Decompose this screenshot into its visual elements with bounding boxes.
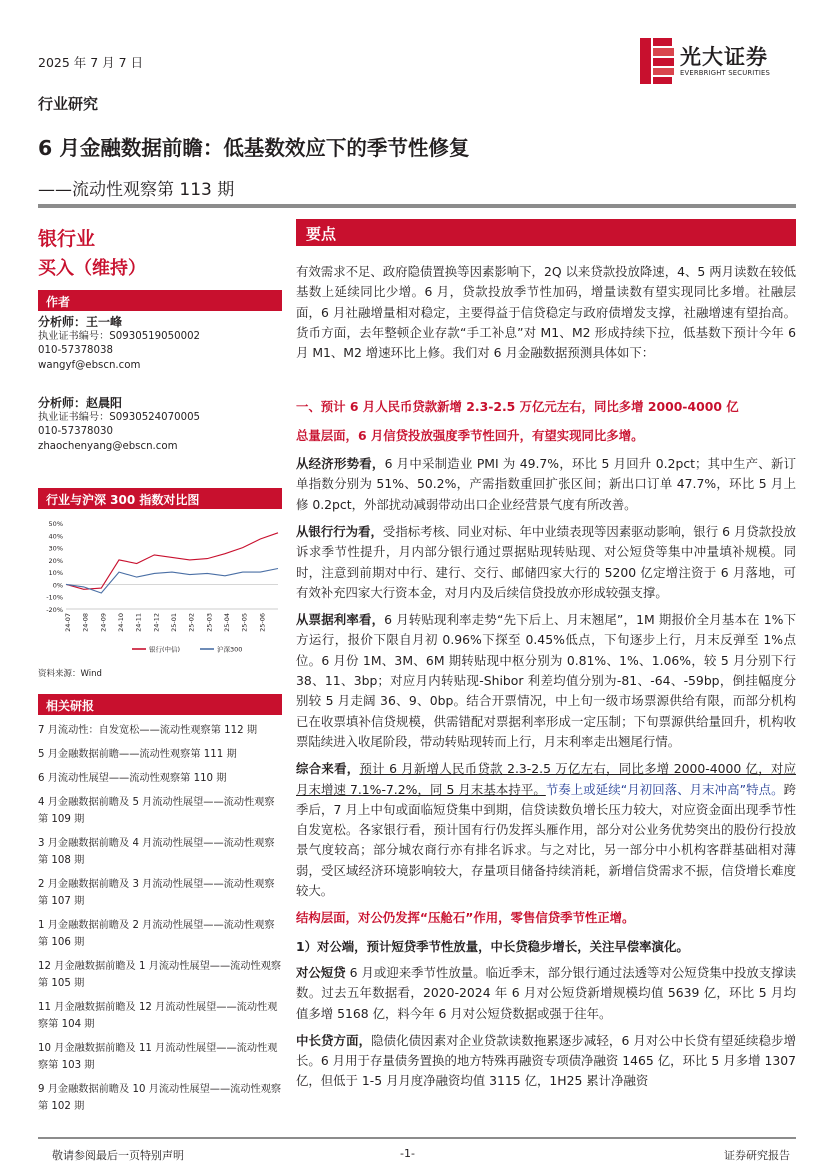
report-subtitle: ——流动性观察第 113 期 bbox=[38, 180, 235, 200]
paragraph-lead: 对公短贷 bbox=[296, 964, 346, 980]
x-tick-label: 24-09 bbox=[99, 613, 108, 632]
y-tick-label: 10% bbox=[48, 569, 63, 578]
paragraph-bill-rate bbox=[296, 610, 796, 752]
report-date: 2025 年 7 月 7 日 bbox=[38, 55, 144, 70]
authors-heading: 作者 bbox=[38, 290, 282, 311]
related-reports-list bbox=[38, 722, 282, 1122]
paragraph-lead: 综合来看， bbox=[296, 761, 360, 777]
footer-divider bbox=[38, 1137, 796, 1139]
main-body bbox=[296, 262, 796, 1099]
x-tick-label: 24-11 bbox=[134, 613, 143, 632]
logo-english: EVERBRIGHT SECURITIES bbox=[680, 69, 771, 77]
analyst-email[interactable]: zhaochenyang@ebscn.com bbox=[38, 440, 178, 452]
report-title: 6 月金融数据前瞻：低基数效应下的季节性修复 bbox=[38, 136, 470, 160]
paragraph-text: 6 月转贴现利率走势“先下后上、月末翘尾”，1M 期报价全月基本在 1%下方运行，报价下限自月初 0.96%下探至 0.45%低点，下旬逐步上行，月末反弹至 1%点位。6 月份 1M、3M、6M 期转贴现中枢分别为 0.81%、1%、1.06%，较 5 月分别下行 38、11、3bp；对应月内转贴现-Shibor 利差均值分别为-81、-64、-59bp，倒挂幅度分别较 5 月走阔 36、9、0bp。结合开票情况，中上旬一级市场票源供给有限，而部分机构已在收票填补信贷规模，供需错配对票据利率形成一定压制；下旬票源供给量回升，机构收票陆续进入收尾阶段，带动转贴现转而上行，月末利率走出翘尾行情。 bbox=[296, 612, 796, 749]
report-category: 证券研究报告 bbox=[724, 1149, 790, 1162]
subsection-heading: 结构层面，对公仍发挥“压舱石”作用，零售信贷季节性正增。 bbox=[296, 910, 635, 926]
y-tick-label: 20% bbox=[48, 556, 63, 565]
analyst-cert: 执业证书编号：S0930524070005 bbox=[38, 411, 201, 423]
everbright-logo bbox=[640, 38, 790, 88]
paragraph-text: 受指标考核、同业对标、年中业绩表现等因素驱动影响，银行 6 月贷款投放诉求季节性提升，月内部分银行通过票据贴现转贴现、对公短贷等集中冲量填补规模。同时，注意到前期对中行、建行、交行、邮储四家大行的 5200 亿定增注资于 6 月落地，可有效补充四家大行资本金，对月内及后续信贷投放亦形成较强支撑。 bbox=[296, 523, 797, 600]
analyst-name: 分析师：赵晨阳 bbox=[38, 396, 123, 410]
y-tick-label: -20% bbox=[46, 606, 63, 614]
legend-label: 沪深300 bbox=[217, 645, 243, 654]
paragraph-text: 6 月或迎来季节性放量。临近季末，部分银行通过法透等对公短贷集中投放支撑读数。过去五年数据看，2020-2024 年 6 月对公短贷新增规模均值 5639 亿，环比 5 月均值多增 5168 亿，料今年 6 月对公短贷数据或强于往年。 bbox=[296, 964, 797, 1021]
analyst-phone: 010-57378030 bbox=[38, 426, 113, 437]
paragraph-lead: 从票据利率看， bbox=[296, 612, 385, 628]
related-report-link[interactable]: 5 月金融数据前瞻——流动性观察第 111 期 bbox=[38, 749, 237, 760]
paragraph-short-loan bbox=[296, 963, 796, 1024]
chart-heading: 行业与沪深 300 指数对比图 bbox=[38, 488, 282, 509]
summary-rhythm: 节奏上或延续“月初回落、月末冲高”特点。 bbox=[545, 781, 784, 797]
x-tick-label: 25-05 bbox=[240, 613, 249, 632]
everbright-logo-icon bbox=[640, 38, 674, 84]
y-tick-label: 50% bbox=[48, 520, 63, 528]
chart-source: 资料来源：Wind bbox=[38, 669, 102, 679]
x-tick-label: 25-01 bbox=[170, 613, 178, 632]
related-report-link[interactable]: 6 月流动性展望——流动性观察第 110 期 bbox=[38, 773, 227, 784]
section-heading: 一、预计 6 月人民币贷款新增 2.3-2.5 万亿元左右，同比多增 2000-4000 亿 bbox=[296, 399, 739, 415]
header-divider bbox=[38, 204, 796, 208]
summary-forecast: 预计 6 月新增人民币贷款 2.3-2.5 万亿左右，同比多增 2000-4000 亿，对应月末增速 7.1%-7.2%，同 5 月末基本持平。 bbox=[296, 761, 797, 797]
related-report-link[interactable]: 11 月金融数据前瞻及 12 月流动性展望——流动性观察第 104 期 bbox=[38, 1002, 278, 1030]
series-line bbox=[66, 569, 278, 594]
report-type: 行业研究 bbox=[38, 95, 99, 113]
related-heading: 相关研报 bbox=[38, 694, 282, 715]
logo-text: 光大证券 bbox=[680, 45, 768, 69]
paragraph-lead: 从经济形势看， bbox=[296, 456, 385, 472]
related-report-link[interactable]: 1 月金融数据前瞻及 2 月流动性展望——流动性观察第 106 期 bbox=[38, 920, 275, 948]
paragraph-lead: 中长贷方面， bbox=[296, 1032, 372, 1048]
paragraph-summary bbox=[296, 759, 796, 901]
related-report-link[interactable]: 4 月金融数据前瞻及 5 月流动性展望——流动性观察第 109 期 bbox=[38, 797, 275, 825]
legend-label: 银行(中信) bbox=[149, 645, 181, 654]
paragraph-text: 隐债化债因素对企业贷款读数拖累逐步减轻，6 月对公中长贷有望延续稳步增长。6 月用于存量债务置换的地方特殊再融资专项债净融资 1465 亿，环比 5 月多增 1307 亿，但低于 1-5 月月度净融资均值 3115 亿，1H25 累计净融资 bbox=[296, 1032, 796, 1089]
series-line bbox=[66, 533, 278, 590]
x-tick-label: 24-10 bbox=[117, 613, 125, 632]
x-tick-label: 25-02 bbox=[187, 613, 196, 632]
paragraph-bank bbox=[296, 522, 796, 603]
subsection-heading: 1）对公端，预计短贷季节性放量，中长贷稳步增长，关注早偿率演化。 bbox=[296, 938, 689, 954]
x-tick-label: 24-07 bbox=[64, 613, 72, 632]
related-report-link[interactable]: 2 月金融数据前瞻及 3 月流动性展望——流动性观察第 107 期 bbox=[38, 879, 275, 907]
paragraph-text: 跨季后，7 月上中旬或面临短贷集中到期，信贷读数负增长压力较大，对应资金面出现季节性自发宽松。各家银行看，预计国有行仍发挥头雁作用，部分对公业务优势突出的股份行投放景气度较高；部分城农商行亦有排名诉求。与之对比，另一部分中小机构客群基础相对薄弱，受区域经济环境影响较大，存量项目储备持续消耗，新增信贷需求不振，信贷增长难度较大。 bbox=[296, 781, 796, 899]
paragraph-text: 6 月中采制造业 PMI 为 49.7%，环比 5 月回升 0.2pct；其中生产、新订单指数分别为 51%、50.2%，产需指数重回扩张区间；新出口订单 47.7%，环比 5 月上修 0.2pct，外部扰动减弱带动出口企业经营景气度有所改善。 bbox=[296, 456, 796, 512]
analyst-block bbox=[38, 396, 200, 454]
x-tick-label: 25-04 bbox=[223, 613, 231, 632]
analyst-phone: 010-57378038 bbox=[38, 345, 113, 356]
subsection-heading: 总量层面，6 月信贷投放强度季节性回升，有望实现同比多增。 bbox=[296, 427, 644, 443]
related-report-link[interactable]: 10 月金融数据前瞻及 11 月流动性展望——流动性观察第 103 期 bbox=[38, 1043, 278, 1071]
page-number: -1- bbox=[400, 1147, 415, 1160]
analyst-name: 分析师：王一峰 bbox=[38, 315, 123, 329]
related-report-link[interactable]: 7 月流动性：自发宽松——流动性观察第 112 期 bbox=[38, 725, 258, 736]
x-tick-label: 24-08 bbox=[81, 613, 90, 632]
paragraph-mid-long-loan bbox=[296, 1031, 796, 1092]
analyst-block bbox=[38, 315, 200, 373]
industry-label: 银行业 bbox=[38, 228, 96, 250]
y-tick-label: 0% bbox=[52, 581, 63, 590]
related-report-link[interactable]: 3 月金融数据前瞻及 4 月流动性展望——流动性观察第 108 期 bbox=[38, 838, 275, 866]
related-report-link[interactable]: 9 月金融数据前瞻及 10 月流动性展望——流动性观察第 102 期 bbox=[38, 1084, 282, 1112]
y-tick-label: 30% bbox=[48, 544, 63, 553]
y-tick-label: 40% bbox=[48, 532, 63, 541]
analyst-cert: 执业证书编号：S0930519050002 bbox=[38, 330, 201, 342]
key-points-heading: 要点 bbox=[296, 219, 796, 246]
related-report-link[interactable]: 12 月金融数据前瞻及 1 月流动性展望——流动性观察第 105 期 bbox=[38, 961, 282, 989]
intro-paragraph: 有效需求不足、政府隐债置换等因素影响下，2Q 以来贷款投放降速，4、5 两月读数在较低基数上延续同比少增。6 月，贷款投放季节性加码，增量读数有望实现同比多增。社融层面，6 月社融增量相对稳定，主要得益于信贷稳定与政府债增发支撑，社融增速有望抬高。货币方面，去年整顿企业存款“手工补息”对 M1、M2 形成持续下拉，低基数下预计今年 6 月 M1、M2 增速环比上修。我们对 6 月金融数据预测具体如下： bbox=[296, 264, 796, 361]
index-comparison-chart bbox=[38, 517, 282, 659]
disclaimer-link[interactable]: 敬请参阅最后一页特别声明 bbox=[52, 1149, 184, 1162]
x-tick-label: 25-06 bbox=[258, 613, 267, 632]
paragraph-economy bbox=[296, 454, 796, 515]
paragraph-lead: 从银行行为看， bbox=[296, 523, 383, 539]
x-tick-label: 25-03 bbox=[205, 613, 214, 632]
y-tick-label: -10% bbox=[46, 593, 63, 602]
analyst-email[interactable]: wangyf@ebscn.com bbox=[38, 359, 141, 371]
x-tick-label: 24-12 bbox=[152, 613, 161, 632]
rating-label: 买入（维持） bbox=[38, 258, 146, 279]
